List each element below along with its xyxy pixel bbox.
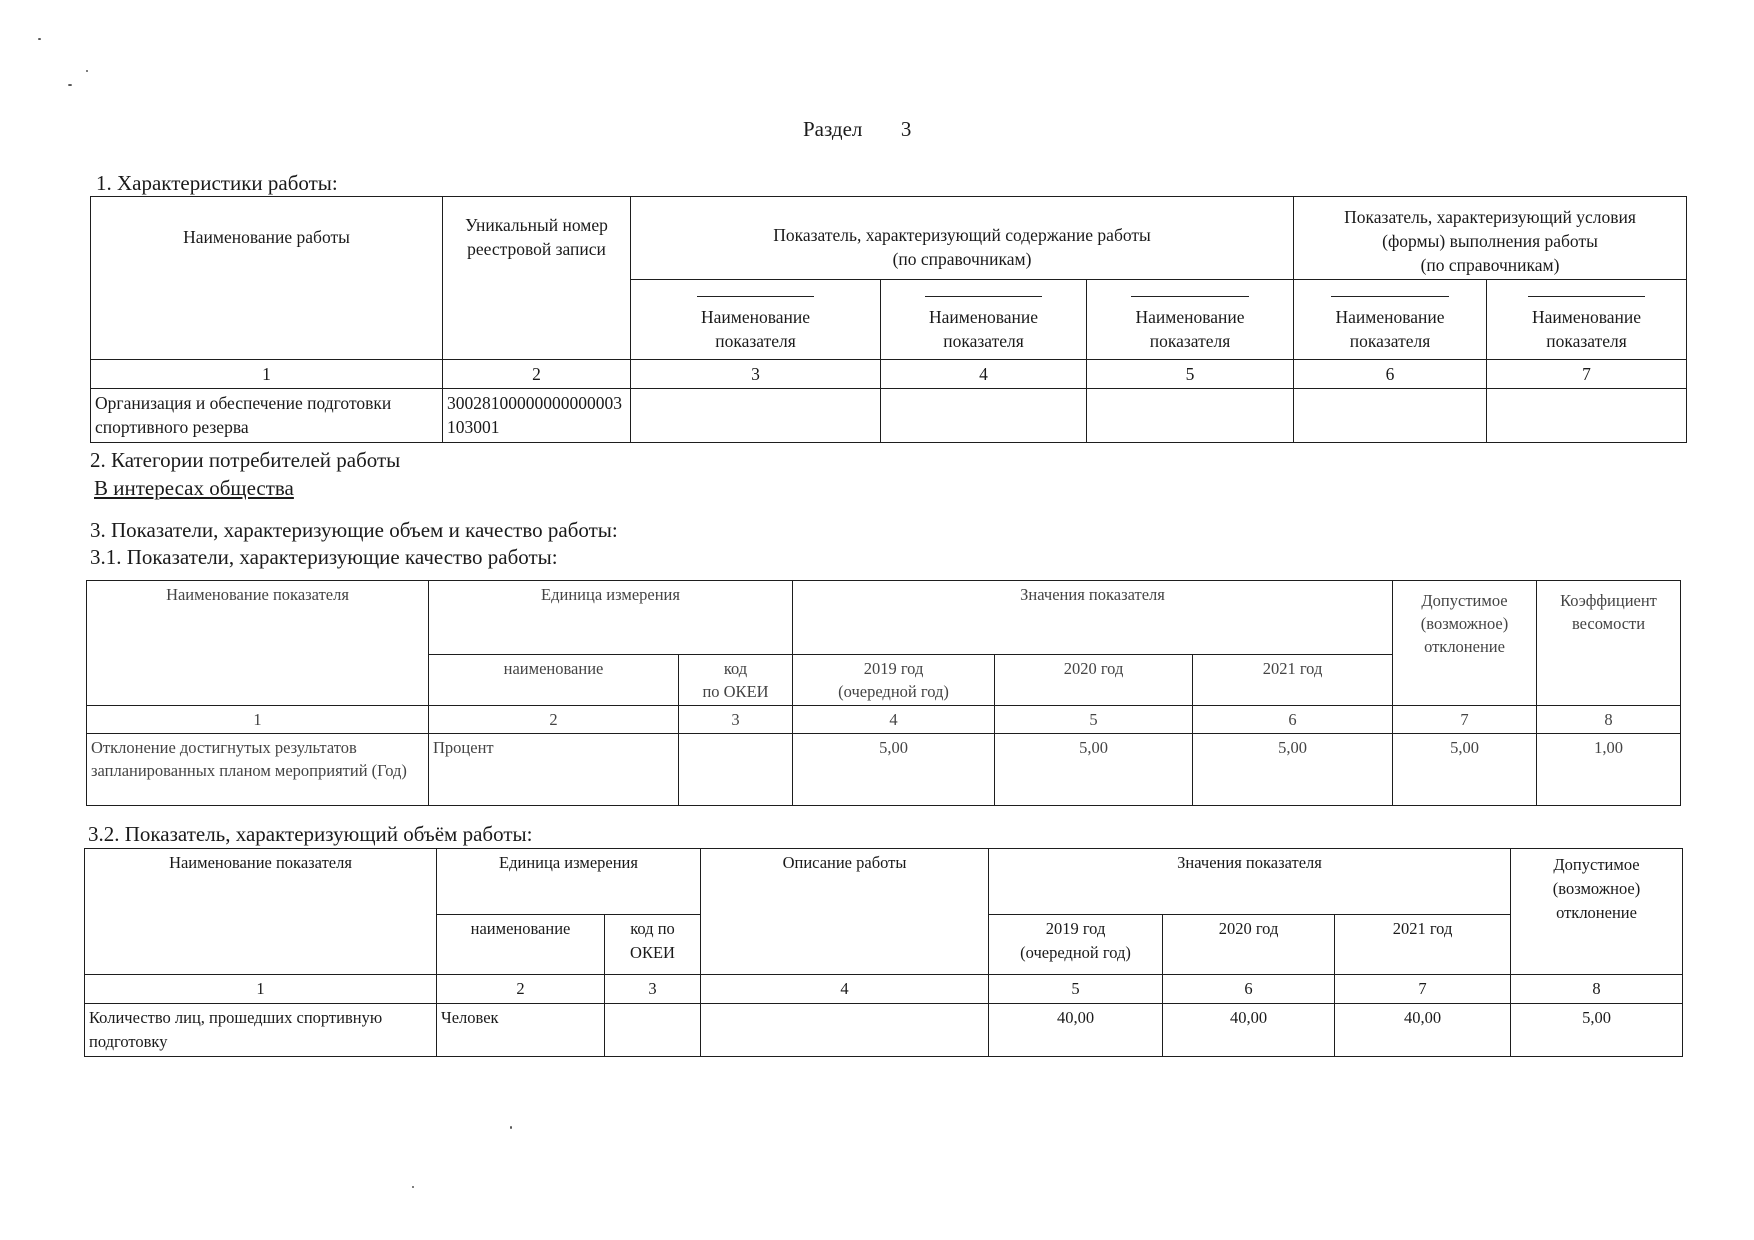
header-content-indicator: Показатель, характеризующий содержание работы (по справочникам) [631,197,1294,280]
work-description-cell [701,1004,989,1057]
s32-heading: 3.2. Показатель, характеризующий объём работы: [88,822,533,846]
scan-speck [68,84,72,86]
subheader-indicator-name: Наименование показателя [631,280,881,360]
column-number: 3 [679,706,793,734]
column-number: 2 [443,360,631,389]
s1-heading: 1. Характеристики работы: [96,171,338,195]
column-number: 4 [793,706,995,734]
subheader-okei: код по ОКЕИ [605,915,701,975]
scan-speck [510,1126,512,1129]
column-number: 1 [91,360,443,389]
empty-cell [1087,389,1294,443]
header-deviation: Допустимое (возможное) отклонение [1511,849,1683,975]
column-number: 5 [1087,360,1294,389]
section-number: 3 [900,117,912,141]
scan-speck [38,38,41,40]
subheader-year-2019: 2019 год (очередной год) [793,655,995,706]
column-number: 8 [1537,706,1681,734]
table-row [91,389,1687,443]
consumer-category: В интересах общества [94,476,294,500]
table-header-row [91,197,1687,280]
column-number: 5 [989,975,1163,1004]
header-weight-coefficient: Коэффициент весомости [1537,581,1681,706]
header-unit: Единица измерения [437,849,701,915]
header-work-name: Наименование работы [91,197,443,360]
column-number: 6 [1193,706,1393,734]
column-number: 6 [1163,975,1335,1004]
subheader-unit-name: наименование [437,915,605,975]
header-values: Значения показателя [989,849,1511,915]
scan-speck [86,70,88,72]
column-number: 7 [1487,360,1687,389]
empty-cell [631,389,881,443]
value-2021-cell: 40,00 [1335,1004,1511,1057]
column-number: 3 [605,975,701,1004]
column-number: 1 [87,706,429,734]
subheader-year-2021: 2021 год [1193,655,1393,706]
subheader-indicator-name: Наименование показателя [1087,280,1294,360]
column-number: 7 [1393,706,1537,734]
subheader-year-2019: 2019 год (очередной год) [989,915,1163,975]
column-number-row [87,706,1681,734]
okei-cell [679,734,793,806]
header-work-description: Описание работы [701,849,989,975]
quality-indicators-table [86,580,1681,806]
indicator-name-cell: Отклонение достигнутых результатов запланированных планом мероприятий (Год) [87,734,429,806]
value-2020-cell: 5,00 [995,734,1193,806]
table-header-row [85,849,1683,915]
value-2021-cell: 5,00 [1193,734,1393,806]
empty-cell [1487,389,1687,443]
subheader-year-2020: 2020 год [1163,915,1335,975]
header-values: Значения показателя [793,581,1393,655]
s31-heading: 3.1. Показатели, характеризующие качество работы: [90,545,558,569]
value-2020-cell: 40,00 [1163,1004,1335,1057]
column-number: 5 [995,706,1193,734]
scan-speck [412,1186,414,1188]
subheader-unit-name: наименование [429,655,679,706]
column-number: 2 [437,975,605,1004]
unit-name-cell: Человек [437,1004,605,1057]
registry-number-cell: 30028100000000000003103001 [443,389,631,443]
column-number: 2 [429,706,679,734]
table-header-row [87,581,1681,655]
empty-cell [881,389,1087,443]
value-2019-cell: 40,00 [989,1004,1163,1057]
value-2019-cell: 5,00 [793,734,995,806]
okei-cell [605,1004,701,1057]
subheader-year-2021: 2021 год [1335,915,1511,975]
column-number: 8 [1511,975,1683,1004]
header-indicator-name: Наименование показателя [85,849,437,975]
table-row [85,1004,1683,1057]
section-label: Раздел [803,117,863,141]
work-name-cell: Организация и обеспечение подготовки спортивного резерва [91,389,443,443]
volume-indicators-table [84,848,1683,1057]
deviation-cell: 5,00 [1511,1004,1683,1057]
header-registry-number: Уникальный номер реестровой записи [443,197,631,360]
column-number: 4 [701,975,989,1004]
unit-name-cell: Процент [429,734,679,806]
column-number: 1 [85,975,437,1004]
deviation-cell: 5,00 [1393,734,1537,806]
column-number-row [91,360,1687,389]
subheader-indicator-name: Наименование показателя [1487,280,1687,360]
column-number: 7 [1335,975,1511,1004]
subheader-indicator-name: Наименование показателя [881,280,1087,360]
coefficient-cell: 1,00 [1537,734,1681,806]
header-indicator-name: Наименование показателя [87,581,429,706]
work-characteristics-table [90,196,1687,443]
column-number: 6 [1294,360,1487,389]
section-title [803,117,911,142]
column-number: 3 [631,360,881,389]
table-row [87,734,1681,806]
subheader-indicator-name: Наименование показателя [1294,280,1487,360]
subheader-year-2020: 2020 год [995,655,1193,706]
s2-heading: 2. Категории потребителей работы [90,448,401,472]
header-deviation: Допустимое (возможное) отклонение [1393,581,1537,706]
header-condition-indicator: Показатель, характеризующий условия (формы) выполнения работы (по справочникам) [1294,197,1687,280]
empty-cell [1294,389,1487,443]
s3-heading: 3. Показатели, характеризующие объем и качество работы: [90,518,618,542]
subheader-okei: код по ОКЕИ [679,655,793,706]
header-unit: Единица измерения [429,581,793,655]
column-number: 4 [881,360,1087,389]
column-number-row [85,975,1683,1004]
indicator-name-cell: Количество лиц, прошедших спортивную подготовку [85,1004,437,1057]
